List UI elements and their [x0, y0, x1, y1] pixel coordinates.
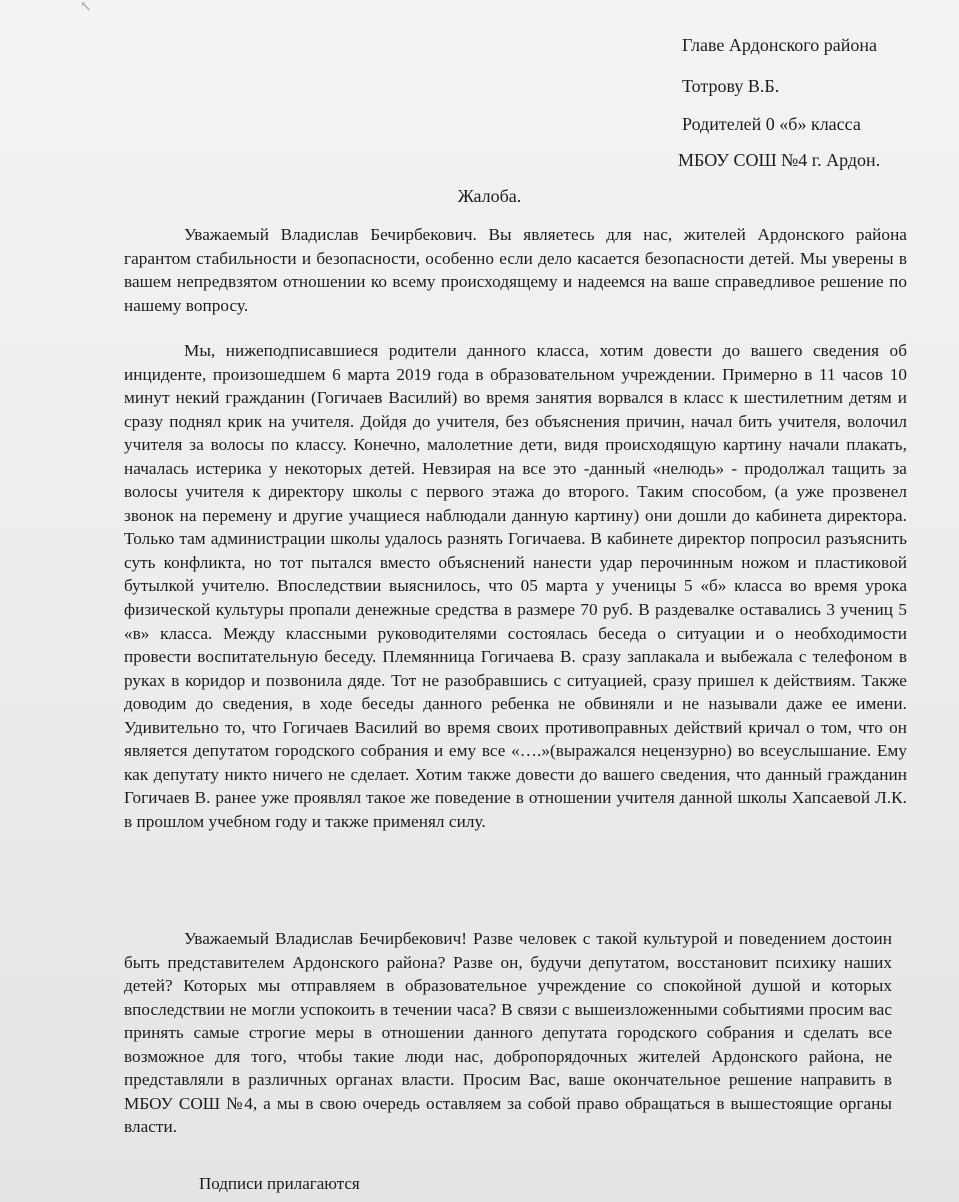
paragraph-request: Уважаемый Владислав Бечирбекович! Разве человек с такой культурой и поведением достоин быть представителем Ардонского района? Разве он, будучи депутатом, восстановит психику наших детей? Которых мы отправляем в образовательное учреждение со спокойной душой и которых впоследствии не могли успокоить в течении часа? В связи с вышеизложенными событиями просим вас принять самые строгие меры в отношении данного депутата городского собрания и сделать все возможное для того, чтобы такие люди нас, добропорядочных жителей Ардонского района, не представляли в различных органах власти. Просим Вас, ваше окончательное решение направить в МБОУ СОШ №4, а мы в свою очередь оставляем за собой право обращаться в вышестоящие органы власти. — [124, 929, 892, 1136]
paragraph-incident: Мы, нижеподписавшиеся родители данного класса, хотим довести до вашего сведения об инциденте, произошедшем 6 марта 2019 года в образовательном учреждении. Примерно в 11 часов 10 минут некий гражданин (Гогичаев Василий) во время занятия ворвался в класс к шестилетним детям и сразу поднял крик на учителя. Дойдя до учителя, без объяснения причин, начал бить учителя, волочил учителя за волосы по классу. Конечно, малолетние дети, видя происходящую картину начали плакать, началась истерика у некоторых детей. Невзирая на все это -данный «нелюдь» - продолжал тащить за волосы учителя к директору школы с первого этажа до второго. Таким способом, (а уже прозвенел звонок на перемену и другие учащиеся наблюдали данную картину) они дошли до кабинета директора. Только там администрации школы удалось разнять Гогичаева. В кабинете директор попросил разъяснить суть конфликта, но тот пытался вместо объяснений нанести удар перочинным ножом и пластиковой бутылкой учителю. Впоследствии выяснилось, что 05 марта у ученицы 5 «б» класса во время урока физической культуры пропали денежные средства в размере 70 руб. В раздевалке оставались 3 учениц 5 «в» класса. Между классными руководителями состоялась беседа о ситуации и о необходимости провести воспитательную беседу. Племянница Гогичаева В. сразу заплакала и выбежала с телефоном в руках в коридор и позвонила дяде. Тот не разобравшись с ситуацией, сразу пришел к действиям. Также доводим до сведения, в ходе беседы данного ребенка не обвиняли и не называли даже ее имени. Удивительно то, что Гогичаев Василий во время своих противоправных действий кричал о том, что он является депутатом городского собрания и ему все «….»(выражался нецензурно) во всеуслышание. Ему как депутату никто ничего не сделает. Хотим также довести до вашего сведения, что данный гражданин Гогичаев В. ранее уже проявлял такое же поведение в отношении учителя данной школы Хапсаевой Л.К. в прошлом учебном году и также применял силу. — [124, 341, 907, 831]
addressee-school: МБОУ СОШ №4 г. Ардон. — [678, 150, 881, 170]
paragraph-intro: Уважаемый Владислав Бечирбекович. Вы являетесь для нас, жителей Ардонского района гарантом стабильности и безопасности, особенно если дело касается безопасности детей. Мы уверены в вашем непредвзятом отношении ко всему происходящему и надеемся на ваше справедливое решение по нашему вопросу. — [124, 225, 907, 315]
addressee-recipient-name: Тотрову В.Б. — [682, 76, 780, 96]
addressee-recipient-title: Главе Ардонского района — [682, 35, 877, 55]
addressee-sender: Родителей 0 «б» класса — [682, 114, 861, 134]
document-title: Жалоба. — [457, 186, 522, 206]
addressee-block — [0, 0, 959, 180]
pin-mark-icon: ↖ — [80, 0, 92, 15]
signatures-note: Подписи прилагаются — [199, 1174, 360, 1193]
